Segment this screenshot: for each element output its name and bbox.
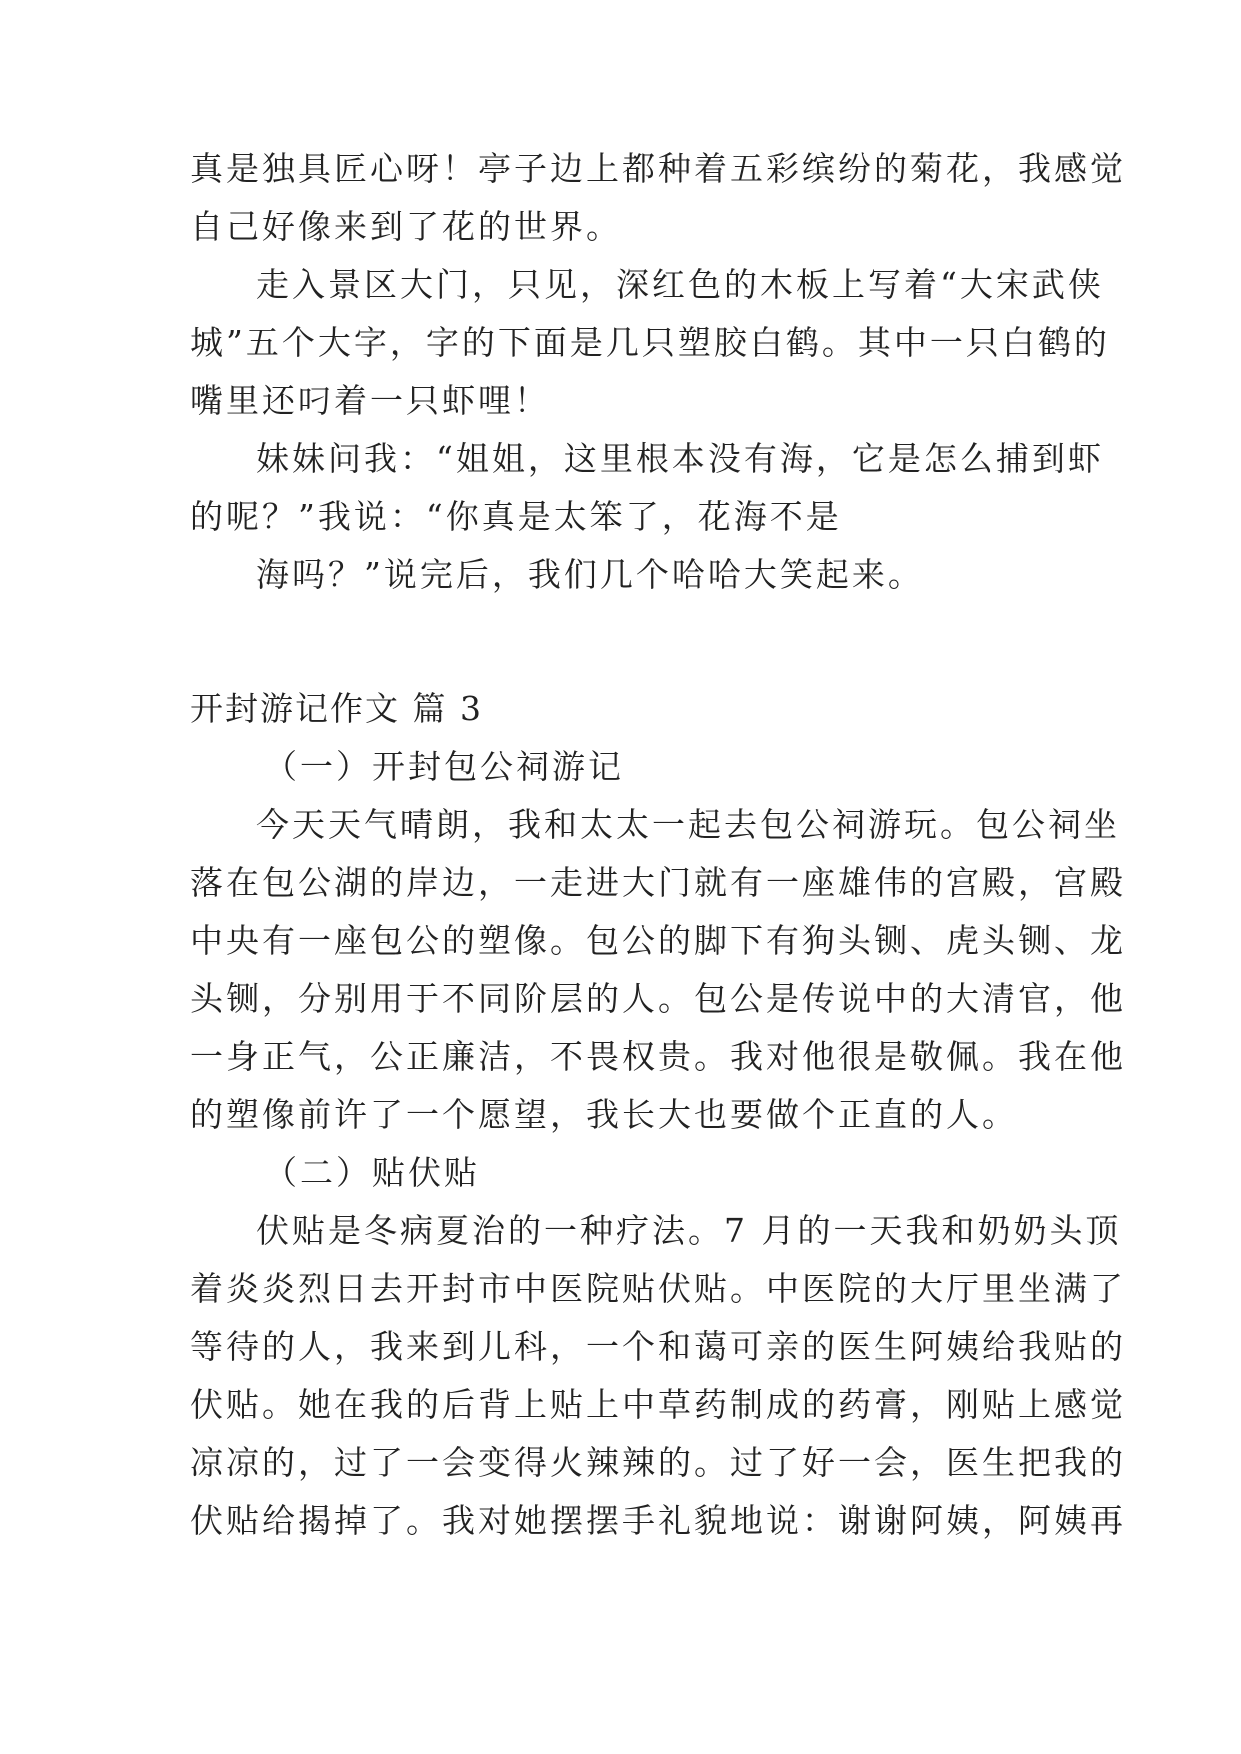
paragraph-line: 头铡，分别用于不同阶层的人。包公是传说中的大清官，他 — [190, 979, 1126, 1018]
paragraph-line: 真是独具匠心呀！亭子边上都种着五彩缤纷的菊花，我感觉 — [190, 149, 1126, 188]
paragraph-line: 中央有一座包公的塑像。包公的脚下有狗头铡、虎头铡、龙 — [190, 921, 1126, 960]
section-title: 开封游记作文 篇 3 — [190, 689, 483, 728]
subheading-baogong-temple: （一）开封包公祠游记 — [264, 747, 624, 786]
paragraph-line: 城”五个大字，字的下面是几只塑胶白鹤。其中一只白鹤的 — [190, 323, 1110, 362]
paragraph-line: 海吗？”说完后，我们几个哈哈大笑起来。 — [256, 555, 924, 594]
paragraph-line: 的呢？”我说：“你真是太笨了，花海不是 — [190, 497, 842, 536]
paragraph-line: 等待的人，我来到儿科，一个和蔼可亲的医生阿姨给我贴的 — [190, 1327, 1126, 1366]
paragraph-line: 一身正气，公正廉洁，不畏权贵。我对他很是敬佩。我在他 — [190, 1037, 1126, 1076]
paragraph-line: 落在包公湖的岸边，一走进大门就有一座雄伟的宫殿，宫殿 — [190, 863, 1126, 902]
paragraph-line: 伏贴给揭掉了。我对她摆摆手礼貌地说：谢谢阿姨，阿姨再 — [190, 1501, 1126, 1540]
paragraph-line: 凉凉的，过了一会变得火辣辣的。过了好一会，医生把我的 — [190, 1443, 1126, 1482]
paragraph-line: 走入景区大门，只见，深红色的木板上写着“大宋武侠 — [256, 265, 1104, 304]
paragraph-line: 自己好像来到了花的世界。 — [190, 207, 622, 246]
paragraph-line: 的塑像前许了一个愿望，我长大也要做个正直的人。 — [190, 1095, 1018, 1134]
paragraph-line: 妹妹问我：“姐姐，这里根本没有海，它是怎么捕到虾 — [256, 439, 1104, 478]
paragraph-line: 伏贴。她在我的后背上贴上中草药制成的药膏，刚贴上感觉 — [190, 1385, 1126, 1424]
paragraph-line: 嘴里还叼着一只虾哩！ — [190, 381, 550, 420]
paragraph-line: 伏贴是冬病夏治的一种疗法。7 月的一天我和奶奶头顶 — [256, 1211, 1122, 1250]
subheading-futie: （二）贴伏贴 — [264, 1153, 480, 1192]
paragraph-line: 着炎炎烈日去开封市中医院贴伏贴。中医院的大厅里坐满了 — [190, 1269, 1126, 1308]
paragraph-line: 今天天气晴朗，我和太太一起去包公祠游玩。包公祠坐 — [256, 805, 1120, 844]
section-3 — [190, 680, 1126, 1550]
paragraph-continuation — [190, 140, 1126, 604]
